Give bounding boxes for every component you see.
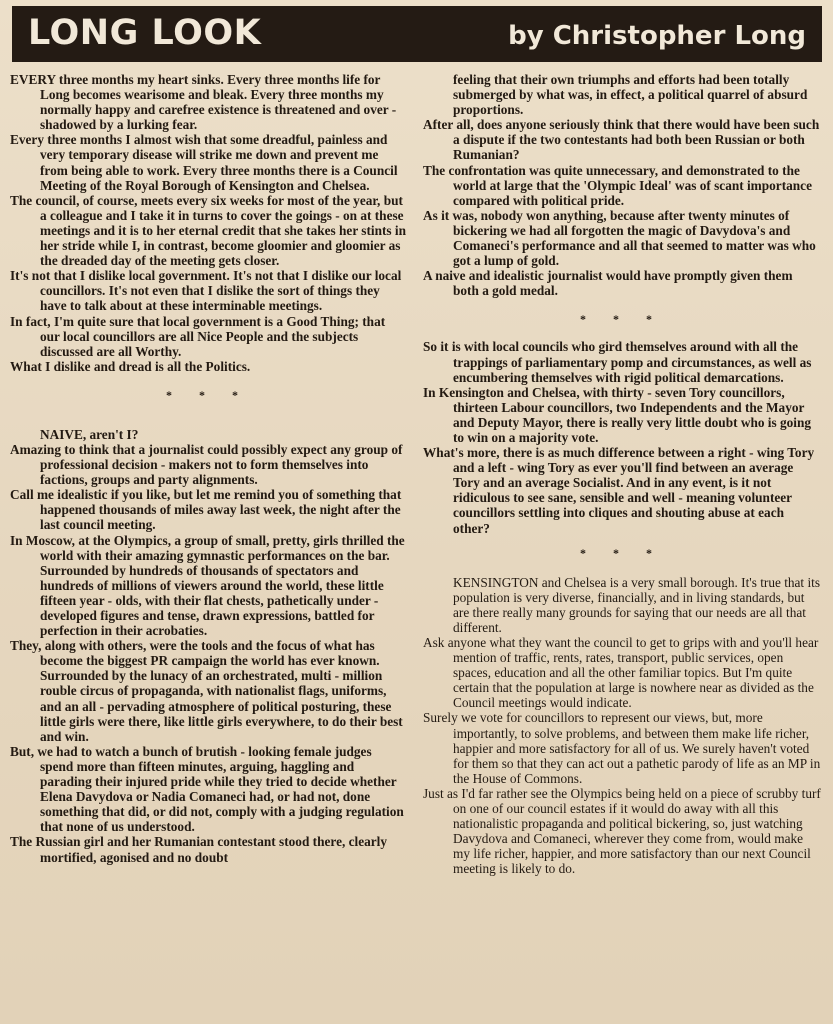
paragraph: Just as I'd far rather see the Olympics being held on a piece of scrubby turf on one of our council estates if it would do away with all this nationalistic propaganda and political bickering, so, just watching Davydova and Comaneci, wherever they come from, would make my life richer, happier, and more satisfactory than our next Council meeting is likely to do.	[423, 785, 821, 877]
section-divider: * * *	[580, 545, 664, 560]
right-column	[423, 72, 821, 877]
paragraph: In fact, I'm quite sure that local government is a Good Thing; that our local councillors are all Nice People and the subjects discussed are all Worthy.	[10, 313, 386, 359]
paragraph: Ask anyone what they want the council to get to grips with and you'll hear mention of traffic, rents, rates, transport, public services, open spaces, education and all the other familiar topics. But I'm quite certain that the population at large is nowhere near as divided as the Council meetings would indicate.	[423, 635, 819, 711]
paragraph: KENSINGTON and Chelsea is a very small borough. It's true that its population is very diverse, financially, and in living standards, but are there really many grounds for saying that our needs are all that different.	[453, 574, 821, 635]
paragraph: Call me idealistic if you like, but let me remind you of something that happened thousands of miles away last week, the night after the last council meeting.	[10, 487, 402, 533]
paragraph: It's not that I dislike local government. It's not that I dislike our local councillors. It's not even that I dislike the sort of things they have to talk about at these interminable meetings.	[10, 268, 402, 314]
paragraph: In Kensington and Chelsea, with thirty - seven Tory councillors, thirteen Labour councillors, two Independents and the Mayor and Deputy Mayor, there is really very little doubt who is going to win on a majority vote.	[423, 384, 812, 445]
column-title: LONG LOOK	[28, 13, 262, 53]
paragraph: The confrontation was quite unnecessary, and demonstrated to the world at large that the 'Olympic Ideal' was of scant importance compared with political pride.	[423, 162, 812, 208]
paragraph: As it was, nobody won anything, because after twenty minutes of bickering we had all forgotten the magic of Davydova's and Comaneci's performance and all that seemed to matter was who got a lump of gold.	[423, 207, 816, 269]
paragraph: A naive and idealistic journalist would have promptly given them both a gold medal.	[423, 268, 793, 299]
paragraph: But, we had to watch a bunch of brutish - looking female judges spend more than fifteen minutes, arguing, haggling and parading their injured pride while they tried to decide whether Elena Davydova or Nadia Comaneci had, or had not, done something that did, or did not, comply with a judging regulation that none of us understood.	[10, 743, 404, 835]
paragraph: After all, does anyone seriously think that there would have been such a dispute if the two contestants had both been Russian or both Rumanian?	[423, 117, 820, 163]
section-divider: * * *	[166, 387, 250, 402]
paragraph: The council, of course, meets every six weeks for most of the year, but a colleague and I take it in turns to cover the goings - on at these meetings and it is to her eternal credit that she takes her stints in her stride while I, in contrast, become gloomier and gloomier as the dreaded day of the meeting gets closer.	[10, 192, 407, 269]
paragraph: The Russian girl and her Rumanian contestant stood there, clearly mortified, agonised and no doubt	[10, 834, 388, 865]
paragraph: Amazing to think that a journalist could possibly expect any group of professional decision - makers not to form themselves into factions, groups and party alignments.	[10, 441, 403, 488]
left-column	[10, 72, 406, 865]
column-banner	[12, 6, 822, 62]
paragraph: What's more, there is as much difference between a right - wing Tory and a left - wing Tory as ever you'll find between an average Tory and an average Socialist. And in any event, is it not ridiculous to see sane, sensible and well - meaning volunteer councillors settling into cliques and shouting abuse at each other?	[423, 445, 815, 536]
paragraph: In Moscow, at the Olympics, a group of small, pretty, girls thrilled the world with their amazing gymnastic performances on the bar. Surrounded by hundreds of thousands of spectators and hundreds of millions of viewers around the world, these little fifteen year - olds, with their flat chests, pathetically under - developed figures and tense, drawn expressions, battled for perfection in their acrobaties.	[10, 532, 405, 639]
section-divider: * * *	[580, 312, 664, 327]
paragraph: They, along with others, were the tools and the focus of what has become the biggest PR campaign the world has ever known. Surrounded by the lunacy of an orchestrated, multi - million rouble circus of propaganda, with nationalist flags, uniforms, and an all - pervading atmosphere of political posturing, these little girls were there, like little girls everywhere, to do their best and win.	[10, 638, 403, 744]
paragraph: NAIVE, aren't I?	[40, 426, 139, 442]
paragraph: So it is with local councils who gird themselves around with all the trappings of parliamentary pomp and circumstances, as well as encumbering themselves with rigid political demarcations.	[423, 339, 812, 385]
paragraph: Surely we vote for councillors to represent our views, but, more importantly, to solve problems, and between them make life richer, happier and more satisfactory for all of us. We surely haven't voted for them so that they can act out a pathetic parody of life as an MP in the House of Commons.	[423, 710, 821, 786]
paragraph: EVERY three months my heart sinks. Every three months life for Long becomes wearisome and bleak. Every three months my normally happy and carefree existence is threatened and over - shadowed by a lurking fear.	[10, 72, 397, 133]
paragraph: feeling that their own triumphs and efforts had been totally submerged by what was, in effect, a political quarrel of absurd proportions.	[453, 72, 808, 118]
byline: by Christopher Long	[508, 21, 806, 51]
paragraph: What I dislike and dread is all the Politics.	[10, 358, 251, 374]
paragraph: Every three months I almost wish that some dreadful, painless and very temporary disease will strike me down and prevent me from being able to work. Every three months there is a Council Meeting of the Royal Borough of Kensington and Chelsea.	[10, 132, 398, 193]
